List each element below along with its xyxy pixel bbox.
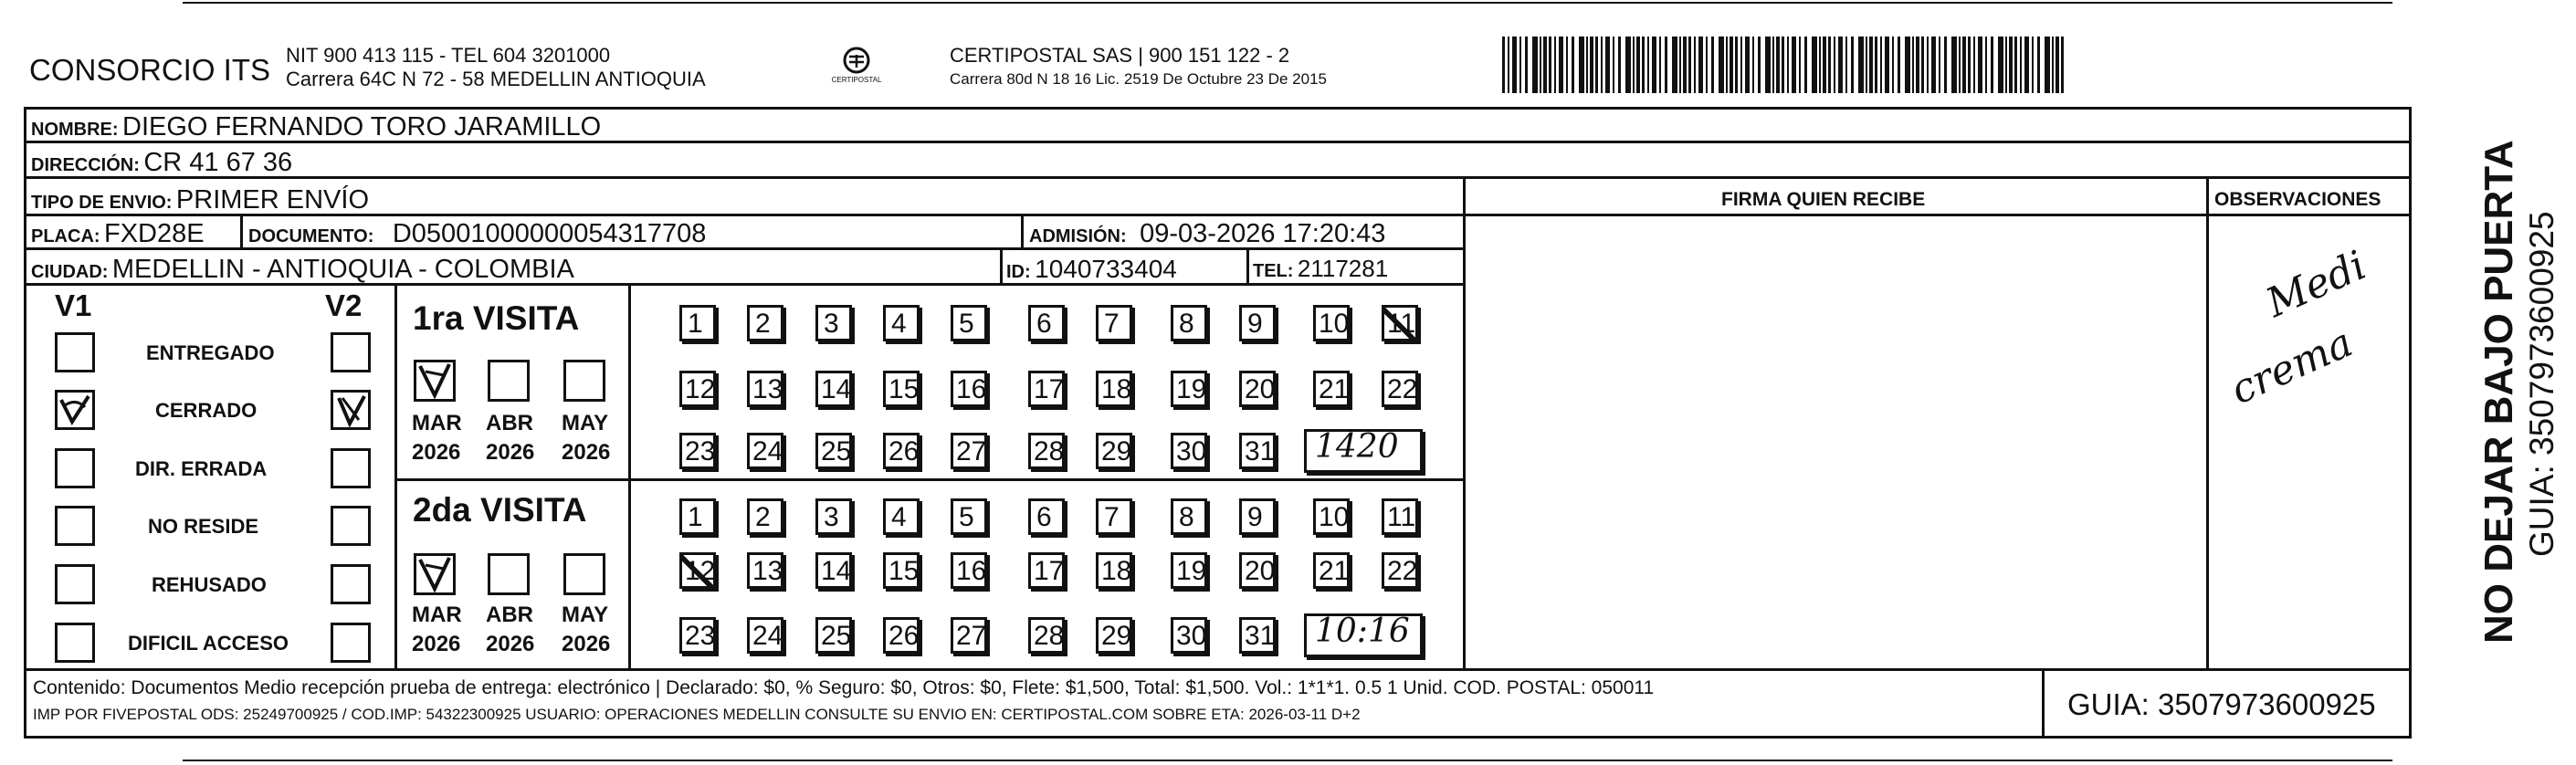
- barcode-bar: [1991, 37, 1993, 93]
- v1-checkbox[interactable]: [55, 390, 95, 430]
- day-checkbox[interactable]: 4: [883, 498, 920, 535]
- barcode-bar: [1554, 37, 1556, 93]
- barcode-bar: [1659, 37, 1661, 93]
- day-checkbox[interactable]: 16: [951, 552, 987, 589]
- barcode-bar: [1543, 37, 1547, 93]
- tel-value: 2117281: [1297, 255, 1389, 282]
- tipo-value: PRIMER ENVÍO: [175, 185, 370, 215]
- month-checkbox[interactable]: [488, 360, 530, 402]
- month-year: 2026: [412, 632, 461, 656]
- day-checkbox[interactable]: 19: [1171, 552, 1207, 589]
- barcode-bar: [1880, 37, 1882, 93]
- day-checkbox[interactable]: 8: [1171, 305, 1207, 341]
- rule-doc: [240, 214, 243, 249]
- day-checkbox[interactable]: 4: [883, 305, 920, 341]
- barcode-bar: [1625, 37, 1631, 93]
- barcode-bar: [1776, 37, 1780, 93]
- observaciones-header: OBSERVACIONES: [2214, 189, 2381, 210]
- day-checkbox[interactable]: 1: [679, 305, 716, 341]
- barcode-bar: [2009, 37, 2013, 93]
- barcode-bar: [1885, 37, 1889, 93]
- barcode-bar: [1540, 37, 1541, 93]
- barcode-bar: [1765, 37, 1771, 93]
- day-checkbox[interactable]: 30: [1171, 433, 1207, 469]
- rule-tipo: [24, 214, 2412, 216]
- day-checkbox[interactable]: 22: [1382, 371, 1418, 407]
- barcode-bar: [1921, 37, 1924, 93]
- barcode-bar: [1590, 37, 1593, 93]
- v1-checkbox[interactable]: [55, 332, 95, 372]
- barcode-bar: [1951, 37, 1957, 93]
- barcode-bar: [2052, 37, 2054, 93]
- barcode-bar: [1572, 37, 1574, 93]
- barcode-bar: [1787, 37, 1789, 93]
- barcode-bar: [1812, 37, 1817, 93]
- month-checkbox[interactable]: [563, 553, 605, 595]
- day-checkbox[interactable]: 11: [1382, 305, 1418, 341]
- tel-label: TEL:: [1253, 261, 1294, 281]
- barcode-bar: [1579, 37, 1584, 93]
- ciudad-label: CIUDAD:: [31, 262, 109, 282]
- status-option-label: NO RESIDE: [148, 515, 259, 538]
- day-checkbox[interactable]: 7: [1096, 305, 1132, 341]
- day-checkbox[interactable]: 6: [1028, 498, 1065, 535]
- day-checkbox[interactable]: 23: [679, 617, 716, 654]
- barcode-bar: [1595, 37, 1598, 93]
- day-checkbox[interactable]: 9: [1239, 305, 1276, 341]
- day-checkbox[interactable]: 21: [1313, 371, 1350, 407]
- day-checkbox[interactable]: 26: [883, 617, 920, 654]
- day-checkbox[interactable]: 3: [815, 498, 852, 535]
- v1-label: V1: [55, 288, 92, 322]
- barcode-bar: [1665, 37, 1667, 93]
- month-label: MAY: [562, 411, 609, 435]
- v1-checkbox[interactable]: [55, 564, 95, 604]
- rule-footer: [24, 668, 2412, 671]
- documento-label: DOCUMENTO:: [248, 226, 374, 246]
- month-year: 2026: [486, 440, 535, 465]
- day-checkbox[interactable]: 17: [1028, 552, 1065, 589]
- barcode-bar: [1605, 37, 1610, 93]
- rule-direccion: [24, 176, 2412, 179]
- barcode-bar: [1905, 37, 1910, 93]
- day-checkbox[interactable]: 28: [1028, 433, 1065, 469]
- day-checkbox[interactable]: 24: [747, 617, 783, 654]
- day-checkbox[interactable]: 31: [1239, 433, 1276, 469]
- observaciones-note: [2219, 228, 2402, 438]
- day-checkbox[interactable]: 1: [679, 498, 716, 535]
- barcode-bar: [2020, 37, 2022, 93]
- nombre-label: NOMBRE:: [31, 120, 119, 140]
- rule-guia-left: [2042, 668, 2045, 739]
- visit-title: 1ra VISITA: [413, 299, 580, 337]
- barcode-bar: [1912, 37, 1914, 93]
- barcode-bar: [1613, 37, 1614, 93]
- ciudad-value: MEDELLIN - ANTIOQUIA - COLOMBIA: [111, 255, 574, 284]
- barcode-bar: [1679, 37, 1681, 93]
- direccion-value: CR 41 67 36: [143, 148, 293, 177]
- day-checkbox[interactable]: 23: [679, 433, 716, 469]
- rule-tel: [1246, 247, 1249, 284]
- day-checkbox[interactable]: 27: [951, 617, 987, 654]
- day-checkbox[interactable]: 11: [1382, 498, 1418, 535]
- barcode-bar: [1869, 37, 1873, 93]
- rule-obs-left: [2206, 176, 2209, 669]
- day-checkbox[interactable]: 24: [747, 433, 783, 469]
- svg-text:CERTIPOSTAL: CERTIPOSTAL: [831, 76, 882, 84]
- barcode-bar: [1711, 37, 1714, 93]
- month-year: 2026: [486, 632, 535, 656]
- barcode-bar: [1740, 37, 1742, 93]
- day-checkbox[interactable]: 15: [883, 371, 920, 407]
- day-checkbox[interactable]: 20: [1239, 371, 1276, 407]
- barcode-bar: [1858, 37, 1864, 93]
- day-checkbox[interactable]: 30: [1171, 617, 1207, 654]
- barcode: [1502, 37, 2068, 93]
- form-frame: [24, 107, 2412, 739]
- address-line: Carrera 64C N 72 - 58 MEDELLIN ANTIOQUIA: [286, 68, 706, 90]
- day-checkbox[interactable]: 20: [1239, 552, 1276, 589]
- barcode-bar: [1559, 37, 1563, 93]
- barcode-bar: [1968, 37, 1971, 93]
- barcode-bar: [1642, 37, 1645, 93]
- barcode-bar: [1683, 37, 1687, 93]
- barcode-bar: [1745, 37, 1750, 93]
- barcode-bar: [1973, 37, 1975, 93]
- barcode-bar: [1845, 37, 1847, 93]
- barcode-bar: [1688, 37, 1691, 93]
- month-checkbox[interactable]: [414, 553, 456, 595]
- nit-line: NIT 900 413 115 - TEL 604 3201000: [286, 44, 611, 67]
- v1-checkbox[interactable]: [55, 506, 95, 546]
- v2-label: V2: [325, 288, 363, 322]
- month-label: ABR: [486, 603, 533, 627]
- month-label: MAR: [412, 411, 462, 435]
- barcode-bar: [1730, 37, 1733, 93]
- barcode-bar: [1782, 37, 1784, 93]
- day-checkbox[interactable]: 31: [1239, 617, 1276, 654]
- day-checkbox[interactable]: 27: [951, 433, 987, 469]
- certipostal-logo: [829, 46, 884, 89]
- id-label: ID:: [1006, 262, 1031, 282]
- day-checkbox[interactable]: 2: [747, 498, 783, 535]
- side-no-dejar: NO DEJAR BAJO PUERTA: [2476, 140, 2521, 644]
- barcode-bar: [2037, 37, 2040, 93]
- v2-checkbox[interactable]: [331, 332, 371, 372]
- barcode-bar: [1985, 37, 1987, 93]
- barcode-bar: [1758, 37, 1761, 93]
- barcode-bar: [1978, 37, 1982, 93]
- barcode-bar: [1828, 37, 1831, 93]
- v2-checkbox[interactable]: [331, 506, 371, 546]
- barcode-bar: [2056, 37, 2059, 93]
- barcode-bar: [1502, 37, 1505, 93]
- month-checkbox[interactable]: [563, 360, 605, 402]
- barcode-bar: [1898, 37, 1900, 93]
- bottom-rule: [183, 760, 2392, 761]
- note-line-1: Medi: [2259, 242, 2373, 327]
- barcode-bar: [2061, 37, 2064, 93]
- barcode-bar: [1851, 37, 1854, 93]
- barcode-bar: [1916, 37, 1919, 93]
- v1-checkbox[interactable]: [55, 448, 95, 488]
- certipostal-line: CERTIPOSTAL SAS | 900 151 122 - 2: [950, 44, 1290, 67]
- day-checkbox[interactable]: 14: [815, 371, 852, 407]
- footer-line-1: Contenido: Documentos Medio recepción prueba de entrega: electrónico | Declarado: $0, % Seguro: $0, Otros: $0, Flete: $1,500, Total: $1,500. Vol.: 1*1*1. 0.5 1 Unid. COD. POSTAL: 050011: [33, 677, 1655, 698]
- day-checkbox[interactable]: 2: [747, 305, 783, 341]
- day-checkbox[interactable]: 18: [1096, 552, 1132, 589]
- note-line-2: crema: [2224, 319, 2360, 414]
- barcode-bar: [1892, 37, 1894, 93]
- side-guia: GUIA: 3507973600925: [2523, 211, 2560, 557]
- status-option-label: DIFICIL ACCESO: [128, 632, 289, 655]
- month-checkbox[interactable]: [414, 360, 456, 402]
- v1-checkbox[interactable]: [55, 623, 95, 663]
- barcode-bar: [1866, 37, 1867, 93]
- rule-firma-left: [1463, 176, 1466, 669]
- day-checkbox[interactable]: 6: [1028, 305, 1065, 341]
- barcode-bar: [1962, 37, 1966, 93]
- footer-guia: GUIA: 3507973600925: [2067, 687, 2376, 721]
- day-checkbox[interactable]: 25: [815, 433, 852, 469]
- barcode-bar: [1927, 37, 1929, 93]
- barcode-bar: [1719, 37, 1724, 93]
- month-label: MAR: [412, 603, 462, 627]
- barcode-bar: [1834, 37, 1835, 93]
- admision-label: ADMISIÓN:: [1029, 226, 1127, 246]
- barcode-bar: [2014, 37, 2017, 93]
- day-checkbox[interactable]: 12: [679, 552, 716, 589]
- day-checkbox[interactable]: 5: [951, 498, 987, 535]
- barcode-bar: [1819, 37, 1821, 93]
- placa-label: PLACA:: [31, 226, 100, 246]
- month-checkbox[interactable]: [488, 553, 530, 595]
- barcode-bar: [1875, 37, 1877, 93]
- certipostal-sub: Carrera 80d N 18 16 Lic. 2519 De Octubre 23 De 2015: [950, 70, 1327, 88]
- company-name: CONSORCIO ITS: [29, 53, 271, 87]
- barcode-bar: [1944, 37, 1947, 93]
- day-checkbox[interactable]: 3: [815, 305, 852, 341]
- v2-checkbox[interactable]: [331, 564, 371, 604]
- barcode-bar: [1549, 37, 1551, 93]
- barcode-bar: [2032, 37, 2034, 93]
- barcode-bar: [1525, 37, 1528, 93]
- barcode-bar: [1823, 37, 1826, 93]
- day-checkbox[interactable]: 9: [1239, 498, 1276, 535]
- day-checkbox[interactable]: 26: [883, 433, 920, 469]
- day-checkbox[interactable]: 28: [1028, 617, 1065, 654]
- barcode-bar: [1508, 37, 1509, 93]
- barcode-bar: [1566, 37, 1568, 93]
- barcode-bar: [1735, 37, 1738, 93]
- day-checkbox[interactable]: 13: [747, 371, 783, 407]
- month-year: 2026: [412, 440, 461, 465]
- visit-time: 10:16: [1315, 613, 1410, 650]
- month-label: MAY: [562, 603, 609, 627]
- day-checkbox[interactable]: 5: [951, 305, 987, 341]
- barcode-bar: [1931, 37, 1936, 93]
- day-checkbox[interactable]: 22: [1382, 552, 1418, 589]
- rule-admision: [1021, 214, 1024, 249]
- barcode-bar: [1772, 37, 1774, 93]
- day-checkbox[interactable]: 12: [679, 371, 716, 407]
- rule-visit-left: [394, 283, 397, 669]
- nombre-value: DIEGO FERNANDO TORO JARAMILLO: [122, 112, 602, 141]
- firma-header: FIRMA QUIEN RECIBE: [1721, 189, 1926, 210]
- v2-checkbox[interactable]: [331, 448, 371, 488]
- day-checkbox[interactable]: 29: [1096, 617, 1132, 654]
- documento-value: D05001000000054317708: [392, 219, 707, 248]
- barcode-bar: [1838, 37, 1843, 93]
- barcode-bar: [1939, 37, 1940, 93]
- day-checkbox[interactable]: 29: [1096, 433, 1132, 469]
- barcode-bar: [1601, 37, 1603, 93]
- day-checkbox[interactable]: 13: [747, 552, 783, 589]
- day-checkbox[interactable]: 8: [1171, 498, 1207, 535]
- barcode-bar: [1799, 37, 1801, 93]
- month-year: 2026: [562, 632, 611, 656]
- barcode-bar: [2045, 37, 2050, 93]
- rule-visit-days: [628, 283, 631, 669]
- status-option-label: DIR. ERRADA: [135, 457, 268, 480]
- barcode-bar: [1652, 37, 1656, 93]
- barcode-bar: [1636, 37, 1640, 93]
- barcode-bar: [2024, 37, 2029, 93]
- day-checkbox[interactable]: 21: [1313, 552, 1350, 589]
- day-checkbox[interactable]: 19: [1171, 371, 1207, 407]
- tipo-label: TIPO DE ENVIO:: [31, 193, 173, 213]
- barcode-bar: [1519, 37, 1521, 93]
- barcode-bar: [1698, 37, 1703, 93]
- day-checkbox[interactable]: 10: [1313, 305, 1350, 341]
- status-option-label: CERRADO: [155, 399, 258, 422]
- day-checkbox[interactable]: 25: [815, 617, 852, 654]
- day-checkbox[interactable]: 7: [1096, 498, 1132, 535]
- barcode-bar: [1647, 37, 1649, 93]
- barcode-bar: [1618, 37, 1621, 93]
- month-year: 2026: [562, 440, 611, 465]
- barcode-bar: [1752, 37, 1754, 93]
- admision-value: 09-03-2026 17:20:43: [1140, 219, 1386, 248]
- barcode-bar: [1726, 37, 1728, 93]
- day-checkbox[interactable]: 16: [951, 371, 987, 407]
- barcode-bar: [1633, 37, 1635, 93]
- v2-checkbox[interactable]: [331, 390, 371, 430]
- day-checkbox[interactable]: 18: [1096, 371, 1132, 407]
- barcode-bar: [1706, 37, 1708, 93]
- barcode-bar: [2005, 37, 2007, 93]
- day-checkbox[interactable]: 10: [1313, 498, 1350, 535]
- barcode-bar: [1694, 37, 1696, 93]
- direccion-label: DIRECCIÓN:: [31, 155, 140, 175]
- barcode-bar: [1532, 37, 1538, 93]
- day-checkbox[interactable]: 14: [815, 552, 852, 589]
- top-rule: [183, 2, 2392, 4]
- day-checkbox[interactable]: 17: [1028, 371, 1065, 407]
- barcode-bar: [1792, 37, 1796, 93]
- footer-line-2: IMP POR FIVEPOSTAL ODS: 25249700925 / COD.IMP: 54322300925 USUARIO: OPERACIONES MEDELLIN CONSULTE SU ENVIO EN: CERTIPOSTAL.COM SOBRE ETA: 2026-03-11 D+2: [33, 706, 1361, 723]
- month-label: ABR: [486, 411, 533, 435]
- visit-title: 2da VISITA: [413, 491, 587, 529]
- rule-id: [1000, 247, 1003, 284]
- barcode-bar: [1586, 37, 1588, 93]
- barcode-bar: [1512, 37, 1517, 93]
- status-option-label: ENTREGADO: [146, 341, 275, 364]
- status-option-label: REHUSADO: [152, 573, 267, 596]
- barcode-bar: [1672, 37, 1677, 93]
- day-checkbox[interactable]: 15: [883, 552, 920, 589]
- barcode-bar: [1998, 37, 2003, 93]
- visit-time: 1420: [1315, 428, 1399, 466]
- v2-checkbox[interactable]: [331, 623, 371, 663]
- rule-status-mid: [397, 478, 1466, 481]
- id-value: 1040733404: [1035, 255, 1177, 283]
- barcode-bar: [1959, 37, 1961, 93]
- placa-value: FXD28E: [104, 219, 205, 248]
- barcode-bar: [1804, 37, 1807, 93]
